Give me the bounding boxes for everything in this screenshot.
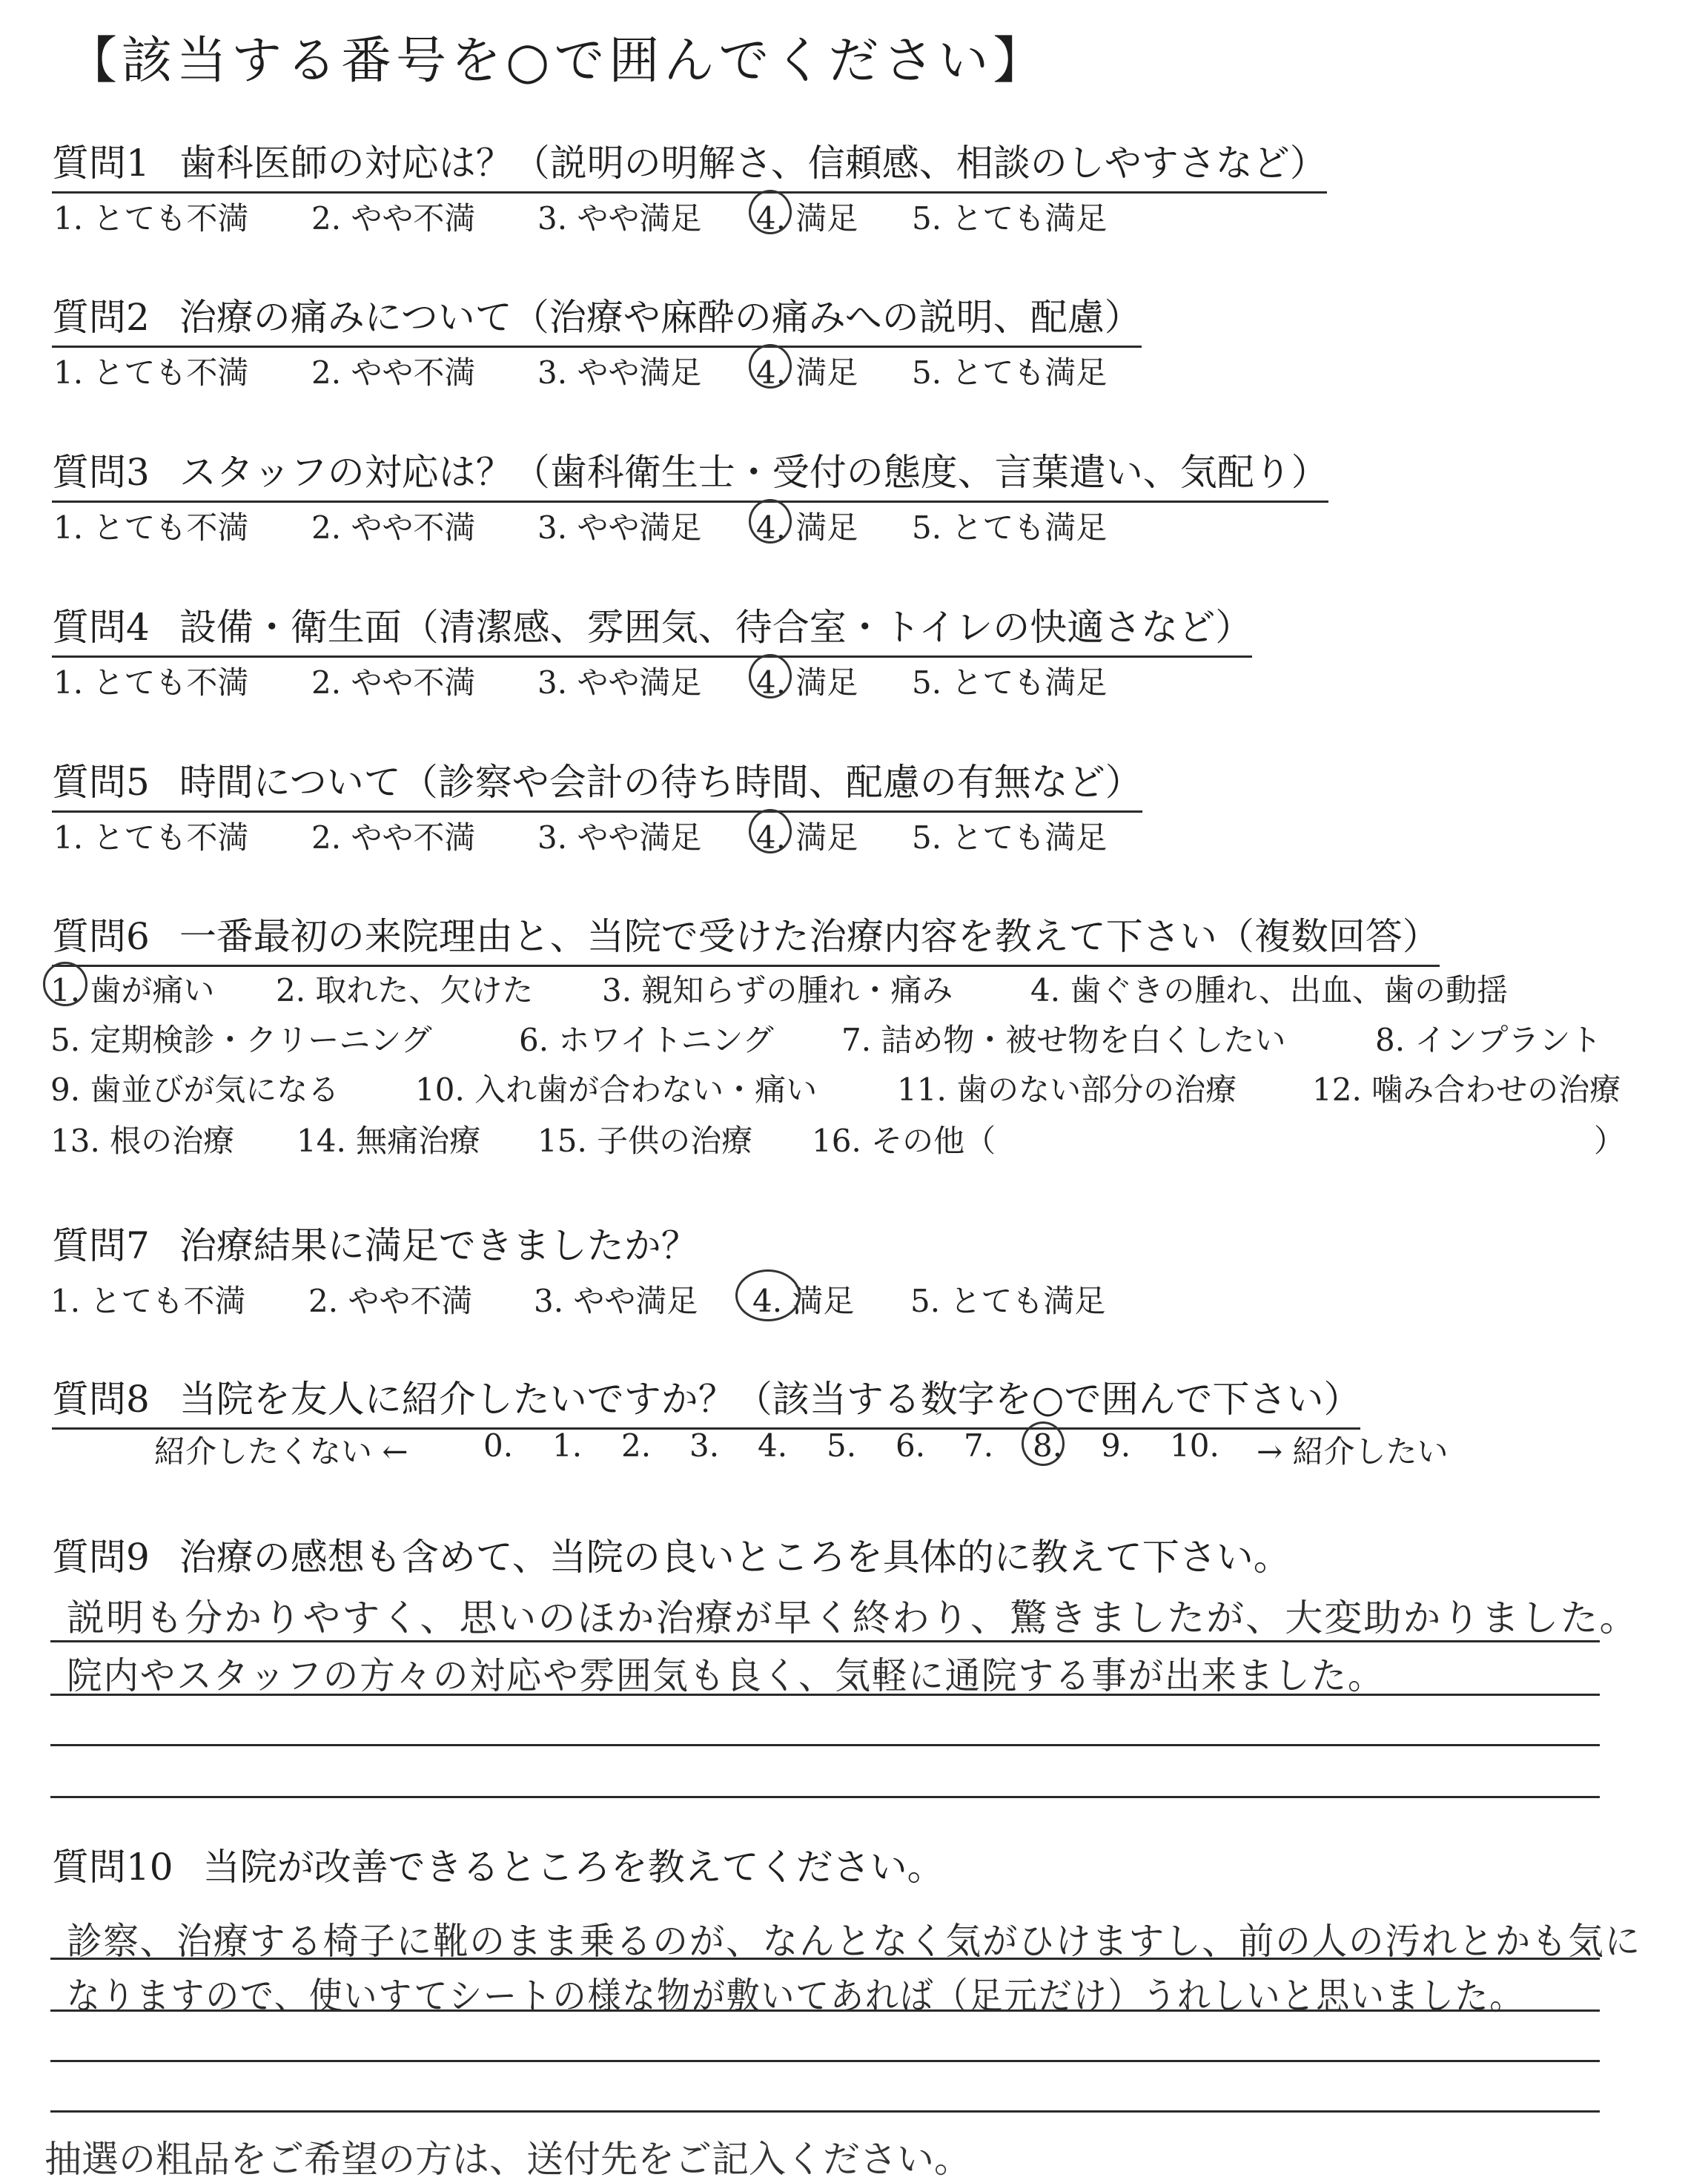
q6-option-4[interactable]: 4. 歯ぐきの腫れ、出血、歯の動揺 xyxy=(1030,972,1508,1008)
answer-rule xyxy=(50,1744,1600,1746)
option-4[interactable]: 4. 満足 xyxy=(756,509,858,546)
question-text: 歯科医師の対応は？（説明の明解さ、信頼感、相談のしやすさなど） xyxy=(179,142,1327,185)
question-number: 質問2 xyxy=(52,296,150,339)
footer-note: 抽選の粗品をご希望の方は、送付先をご記入ください。 xyxy=(44,2138,971,2181)
scale-4[interactable]: 4. xyxy=(758,1427,788,1464)
option-2[interactable]: 2. やや不満 xyxy=(308,1283,473,1319)
page-title: 【該当する番号を○で囲んでください】 xyxy=(67,32,1048,90)
scale-9[interactable]: 9. xyxy=(1101,1427,1131,1464)
question-text: 治療結果に満足できましたか？ xyxy=(179,1224,698,1267)
q10-answer-line-1: 診察、治療する椅子に靴のまま乗るのが、なんとなく気がひけますし、前の人の汚れとかも気に xyxy=(67,1920,1642,1963)
option-3[interactable]: 3. やや満足 xyxy=(537,664,702,701)
q10-answer-line-2: なりますので、使いすてシートの様な物が敷いてあれば（足元だけ）うれしいと思いました。 xyxy=(67,1975,1525,2018)
selection-circle xyxy=(43,962,87,1006)
question-1 xyxy=(52,133,1327,194)
q6-option-3[interactable]: 3. 親知らずの腫れ・痛み xyxy=(602,972,953,1008)
option-5[interactable]: 5. とても満足 xyxy=(912,200,1108,237)
question-5 xyxy=(52,753,1142,813)
question-number: 質問10 xyxy=(52,1846,173,1889)
answer-rule xyxy=(50,2110,1600,2113)
selection-circle xyxy=(749,809,792,853)
answer-rule xyxy=(50,1640,1600,1642)
option-1[interactable]: 1. とても不満 xyxy=(53,664,249,701)
option-3[interactable]: 3. やや満足 xyxy=(534,1283,698,1319)
question-text: スタッフの対応は？（歯科衛生士・受付の態度、言葉遣い、気配り） xyxy=(179,451,1328,494)
q6-option-5[interactable]: 5. 定期検診・クリーニング xyxy=(50,1022,432,1058)
q9-answer-line-1: 説明も分かりやすく、思いのほか治療が早く終わり、驚きましたが、大変助かりました。 xyxy=(67,1596,1639,1639)
option-3[interactable]: 3. やや満足 xyxy=(537,354,702,391)
answer-rule xyxy=(50,2009,1600,2012)
question-9 xyxy=(52,1528,1291,1585)
question-4 xyxy=(52,598,1252,658)
selection-circle xyxy=(749,499,792,544)
scale-8[interactable]: 8. xyxy=(1033,1427,1063,1464)
selection-circle xyxy=(1022,1421,1065,1466)
selection-circle xyxy=(749,654,792,699)
question-text: 治療の痛みについて（治療や麻酔の痛みへの説明、配慮） xyxy=(179,296,1142,339)
option-4[interactable]: 4. 満足 xyxy=(756,819,858,856)
option-2[interactable]: 2. やや不満 xyxy=(311,664,476,701)
question-text: 時間について（診察や会計の待ち時間、配慮の有無など） xyxy=(179,761,1142,804)
question-number: 質問7 xyxy=(52,1224,150,1267)
option-4[interactable]: 4. 満足 xyxy=(752,1283,855,1319)
question-text: 当院が改善できるところを教えてください。 xyxy=(202,1846,944,1889)
question-7 xyxy=(52,1216,698,1274)
q6-option-1[interactable]: 1. 歯が痛い xyxy=(50,972,215,1008)
question-number: 質問6 xyxy=(52,915,150,958)
option-3[interactable]: 3. やや満足 xyxy=(537,509,702,546)
option-4[interactable]: 4. 満足 xyxy=(756,200,858,237)
scale-left-label: 紹介したくない ← xyxy=(154,1433,408,1470)
question-10 xyxy=(52,1837,944,1895)
q6-option-6[interactable]: 6. ホワイトニング xyxy=(519,1022,774,1058)
q6-option-8[interactable]: 8. インプラント xyxy=(1375,1022,1602,1058)
question-3 xyxy=(52,443,1328,503)
q9-answer-line-2: 院内やスタッフの方々の対応や雰囲気も良く、気軽に通院する事が出来ました。 xyxy=(67,1654,1385,1697)
q6-option-14[interactable]: 14. 無痛治療 xyxy=(297,1123,481,1159)
answer-rule xyxy=(50,1796,1600,1798)
question-text: 設備・衛生面（清潔感、雰囲気、待合室・トイレの快適さなど） xyxy=(179,606,1253,649)
option-3[interactable]: 3. やや満足 xyxy=(537,819,702,856)
question-text: 当院を友人に紹介したいですか？（該当する数字を○で囲んで下さい） xyxy=(179,1378,1361,1421)
question-6 xyxy=(52,907,1440,967)
answer-rule xyxy=(50,1958,1600,1960)
q6-option-15[interactable]: 15. 子供の治療 xyxy=(537,1123,753,1159)
question-number: 質問9 xyxy=(52,1536,150,1579)
q6-option-9[interactable]: 9. 歯並びが気になる xyxy=(50,1071,340,1108)
answer-rule xyxy=(50,2060,1600,2062)
option-2[interactable]: 2. やや不満 xyxy=(311,354,476,391)
q6-option-13[interactable]: 13. 根の治療 xyxy=(50,1123,235,1159)
scale-3[interactable]: 3. xyxy=(689,1427,720,1464)
scale-10[interactable]: 10. xyxy=(1170,1427,1219,1464)
question-number: 質問8 xyxy=(52,1378,150,1421)
option-2[interactable]: 2. やや不満 xyxy=(311,819,476,856)
selection-circle xyxy=(735,1269,801,1321)
option-1[interactable]: 1. とても不満 xyxy=(53,200,249,237)
question-number: 質問1 xyxy=(52,142,150,185)
q6-option-10[interactable]: 10. 入れ歯が合わない・痛い xyxy=(415,1071,818,1108)
question-number: 質問5 xyxy=(52,761,150,804)
scale-2[interactable]: 2. xyxy=(621,1427,652,1464)
question-text: 一番最初の来院理由と、当院で受けた治療内容を教えて下さい（複数回答） xyxy=(179,915,1440,958)
q6-option-12[interactable]: 12. 噛み合わせの治療 xyxy=(1312,1071,1621,1108)
q6-option-7[interactable]: 7. 詰め物・被せ物を白くしたい xyxy=(841,1022,1286,1058)
option-4[interactable]: 4. 満足 xyxy=(756,354,858,391)
question-number: 質問3 xyxy=(52,451,150,494)
scale-right-label: → 紹介したい xyxy=(1257,1433,1449,1470)
question-number: 質問4 xyxy=(52,606,150,649)
question-text: 治療の感想も含めて、当院の良いところを具体的に教えて下さい。 xyxy=(179,1536,1291,1579)
option-2[interactable]: 2. やや不満 xyxy=(311,509,476,546)
q6-option-16[interactable]: 16. その他（ xyxy=(812,1123,996,1159)
answer-rule xyxy=(50,1694,1600,1696)
option-1[interactable]: 1. とても不満 xyxy=(53,819,249,856)
scale-1[interactable]: 1. xyxy=(552,1427,583,1464)
option-5[interactable]: 5. とても満足 xyxy=(912,354,1108,391)
option-1[interactable]: 1. とても不満 xyxy=(50,1283,246,1319)
option-1[interactable]: 1. とても不満 xyxy=(53,354,249,391)
option-5[interactable]: 5. とても満足 xyxy=(910,1283,1106,1319)
q6-other-close: ） xyxy=(1594,1123,1626,1159)
option-5[interactable]: 5. とても満足 xyxy=(912,819,1108,856)
selection-circle xyxy=(749,344,792,389)
scale-7[interactable]: 7. xyxy=(964,1427,994,1464)
selection-circle xyxy=(749,190,792,234)
question-2 xyxy=(52,288,1142,348)
option-3[interactable]: 3. やや満足 xyxy=(537,200,702,237)
scale-0[interactable]: 0. xyxy=(483,1427,514,1464)
option-2[interactable]: 2. やや不満 xyxy=(311,200,476,237)
question-8 xyxy=(52,1370,1360,1430)
scale-6[interactable]: 6. xyxy=(896,1427,926,1464)
q6-option-11[interactable]: 11. 歯のない部分の治療 xyxy=(897,1071,1237,1108)
option-1[interactable]: 1. とても不満 xyxy=(53,509,249,546)
option-5[interactable]: 5. とても満足 xyxy=(912,509,1108,546)
option-5[interactable]: 5. とても満足 xyxy=(912,664,1108,701)
q6-option-2[interactable]: 2. 取れた、欠けた xyxy=(276,972,534,1008)
scale-5[interactable]: 5. xyxy=(827,1427,857,1464)
option-4[interactable]: 4. 満足 xyxy=(756,664,858,701)
